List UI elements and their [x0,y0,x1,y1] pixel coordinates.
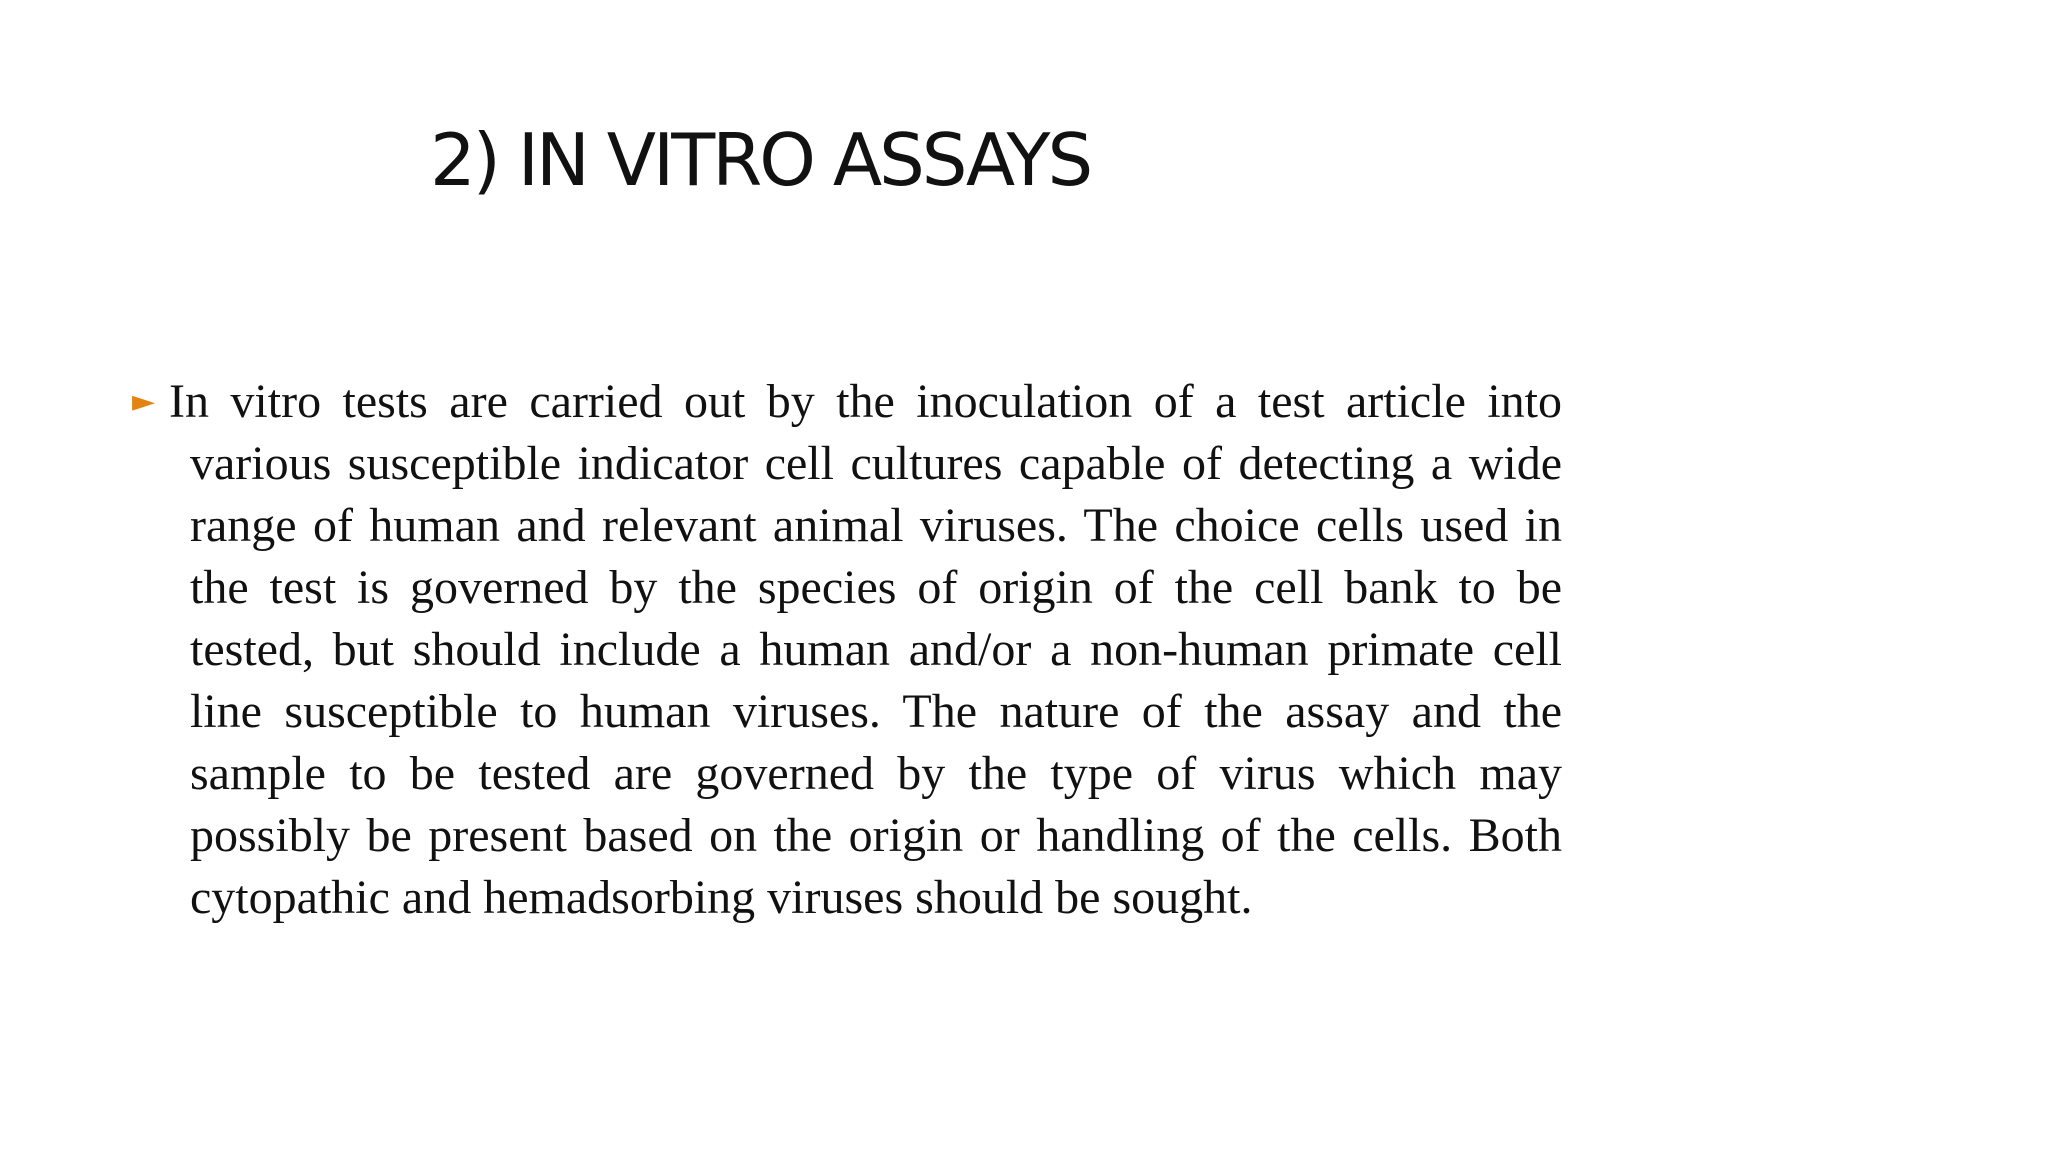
bullet-text: In vitro tests are carried out by the inoculation of a test article into various susceptible indicator cell cultures capable of detecting a wide range of human and relevant animal viruses. The choice cells used in the test is governed by the species of origin of the cell bank to be tested, but should include a human and/or a non-human primate cell line susceptible to human viruses. The nature of the assay and the sample to be tested are governed by the type of virus which may possibly be present based on the origin or handling of the cells. Both cytopathic and hemadsorbing viruses should be sought. [169,375,1562,924]
triangle-bullet-icon: ► [132,384,156,419]
bullet-list [132,371,1562,929]
slide-title: 2) IN VITRO ASSAYS [430,118,1091,202]
